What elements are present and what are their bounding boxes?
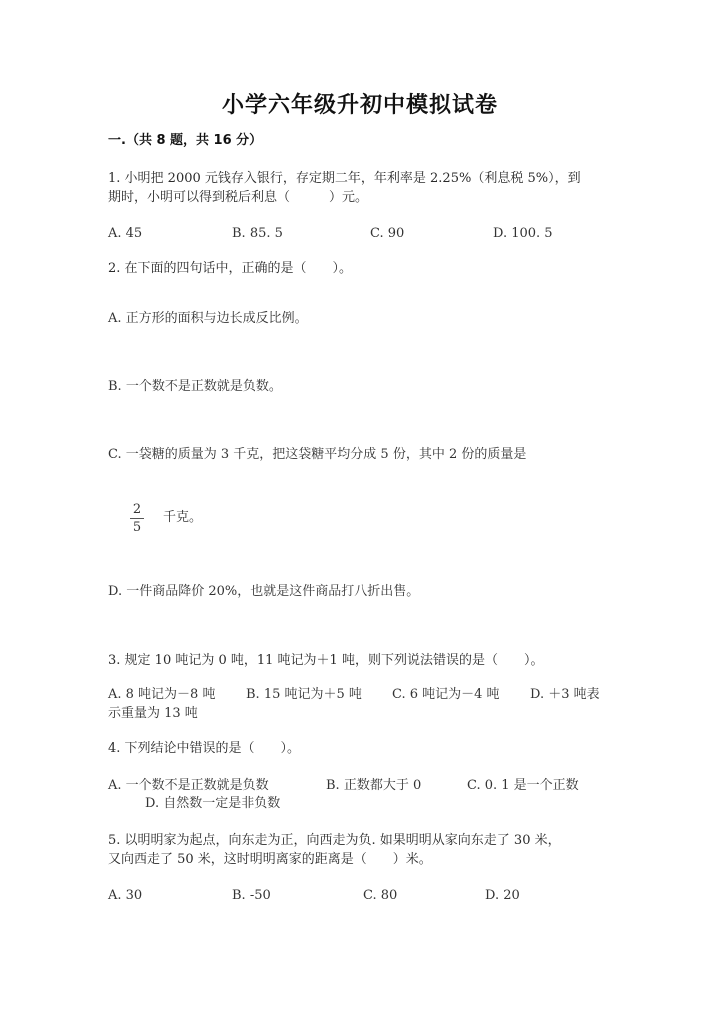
question-4-line-1: 4. 下列结论中错误的是（ ）。 <box>108 741 301 756</box>
question-5-option-a: A. 30 <box>108 888 143 903</box>
question-1-line-2: 期时，小明可以得到税后利息（ ）元。 <box>108 190 369 205</box>
question-4-option-d: D. 自然数一定是非负数 <box>145 796 281 811</box>
question-3-line-1: 3. 规定 10 吨记为 0 吨，11 吨记为＋1 吨，则下列说法错误的是（ ）。 <box>108 653 544 668</box>
question-1-option-c: C. 90 <box>370 226 405 241</box>
question-1-option-d: D. 100. 5 <box>493 226 553 241</box>
fraction-unit: 千克。 <box>163 510 203 525</box>
question-3-option-d-continuation: 示重量为 13 吨 <box>108 706 198 721</box>
fraction-two-fifths <box>130 503 144 535</box>
question-5-option-c: C. 80 <box>363 888 398 903</box>
question-2-option-b: B. 一个数不是正数就是负数。 <box>108 379 282 394</box>
question-4-option-b: B. 正数都大于 0 <box>326 778 422 793</box>
section-header: 一.（共 8 题，共 16 分） <box>108 133 263 148</box>
question-1-option-a: A. 45 <box>108 226 143 241</box>
question-2-option-d: D. 一件商品降价 20%，也就是这件商品打八折出售。 <box>108 584 420 599</box>
page-title: 小学六年级升初中模拟试卷 <box>221 93 498 118</box>
question-3-option-d: D. ＋3 吨表 <box>530 687 600 702</box>
question-4-option-c: C. 0. 1 是一个正数 <box>467 778 579 793</box>
question-5-line-2: 又向西走了 50 米，这时明明离家的距离是（ ）米。 <box>108 852 432 867</box>
question-3-option-b: B. 15 吨记为＋5 吨 <box>246 687 362 702</box>
question-1-option-b: B. 85. 5 <box>232 226 283 241</box>
question-2-option-c: C. 一袋糖的质量为 3 千克，把这袋糖平均分成 5 份，其中 2 份的质量是 <box>108 447 527 462</box>
question-5-option-d: D. 20 <box>485 888 520 903</box>
question-3-option-a: A. 8 吨记为－8 吨 <box>108 687 216 702</box>
question-3-option-c: C. 6 吨记为－4 吨 <box>392 687 500 702</box>
question-2-option-a: A. 正方形的面积与边长成反比例。 <box>108 311 308 326</box>
question-4-option-a: A. 一个数不是正数就是负数 <box>108 778 269 793</box>
question-1-line-1: 1. 小明把 2000 元钱存入银行，存定期二年，年利率是 2.25%（利息税 5%），到 <box>108 171 581 186</box>
question-2-line-1: 2. 在下面的四句话中，正确的是（ ）。 <box>108 261 353 276</box>
fraction-numerator: 2 <box>130 503 144 519</box>
fraction-denominator: 5 <box>132 520 142 535</box>
question-5-line-1: 5. 以明明家为起点，向东走为正，向西走为负. 如果明明从家向东走了 30 米， <box>108 833 561 848</box>
question-5-option-b: B. -50 <box>232 888 271 903</box>
